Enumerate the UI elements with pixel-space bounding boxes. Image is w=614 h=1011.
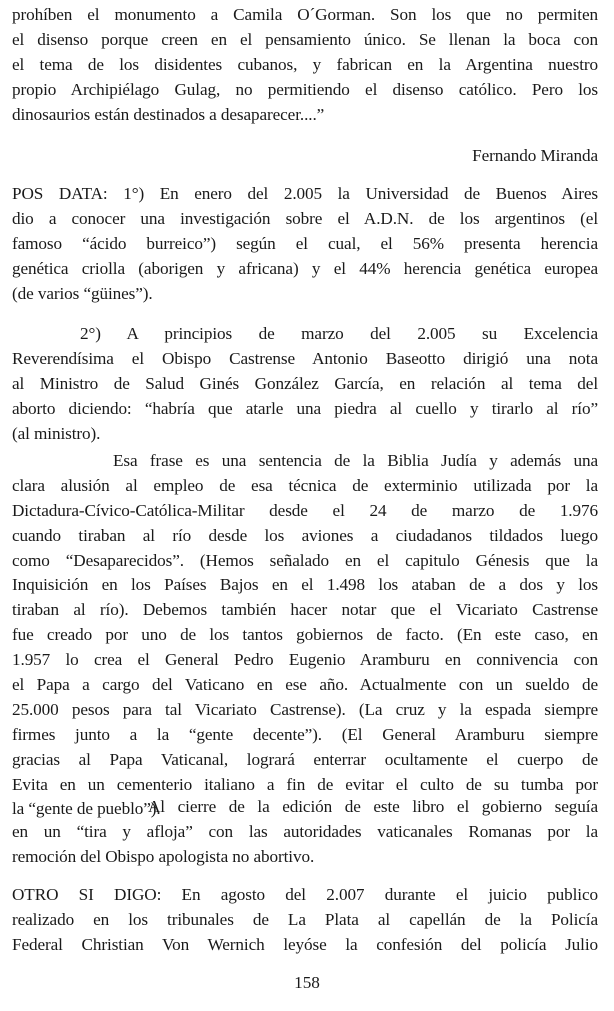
text-line: realizado en los tribunales de La Plata al capellán de la Policía (12, 909, 598, 929)
text-line: en un “tira y afloja” con las autoridades vaticanales Romanas por la (12, 821, 598, 841)
text-line: el disenso porque creen en el pensamiento único. Se llenan la boca con (12, 29, 598, 49)
page-number: 158 (294, 973, 320, 992)
text-line: al Ministro de Salud Ginés González García, en relación al tema del (12, 373, 598, 393)
text-line: OTRO SI DIGO: En agosto del 2.007 durante el juicio publico (12, 885, 598, 904)
text-line: Inquisición en los Países Bajos en el 1.498 los ataban de a dos y los (12, 575, 598, 595)
paragraph-point-2 (12, 322, 598, 446)
text-line: como “Desaparecidos”. (Hemos señalado en el capitulo Génesis que la (12, 550, 598, 570)
paragraph-quote-end (12, 3, 598, 127)
text-line: prohíben el monumento a Camila O´Gorman. Son los que no permiten (12, 5, 598, 24)
text-line: gracias al Papa Vaticanal, logrará enterrar ocultamente el cuerpo de (12, 749, 598, 769)
text-line: (al ministro). (12, 423, 101, 443)
text-line: firmes junto a la “gente decente”). (El General Aramburu siempre (12, 724, 598, 744)
text-line: la “gente de pueblo”). (12, 799, 161, 819)
text-line: el tema de los disidentes cubanos, y fabrican en la Argentina nuestro (12, 54, 598, 74)
text-line: (de varios “güines”). (12, 283, 153, 303)
text-line: fue creado por uno de los tantos gobiernos de facto. (En este caso, en (12, 625, 598, 645)
paragraph-esa-frase (12, 449, 598, 822)
text-line: propio Archipiélago Gulag, no permitiendo el disenso católico. Pero los (12, 79, 598, 99)
paragraph-al-cierre (12, 795, 598, 870)
text-line: remoción del Obispo apologista no abortivo. (12, 846, 315, 866)
text-line: Reverendísima el Obispo Castrense Antonio Baseotto dirigió una nota (12, 348, 598, 368)
text-line: Evita en un cementerio italiano a fin de evitar el culto de su tumba por (12, 774, 598, 794)
paragraph-otro-si-digo (12, 883, 598, 958)
text-line: 1.957 lo crea el General Pedro Eugenio Aramburu en connivencia con (12, 650, 598, 670)
text-line: tiraban al río). Debemos también hacer notar que el Vicariato Castrense (12, 600, 598, 620)
text-line: Al cierre de la edición de este libro el gobierno seguía (148, 797, 598, 816)
text-line: cuando tiraban al río desde los aviones a ciudadanos tildados luego (12, 525, 598, 545)
text-line: famoso “ácido burreico”) según el cual, el 56% presenta herencia (12, 233, 598, 253)
text-line: clara alusión al empleo de esa técnica de exterminio utilizada por la (12, 475, 598, 495)
text-line: dinosaurios están destinados a desaparecer....” (12, 104, 325, 124)
text-line: Esa frase es una sentencia de la Biblia Judía y además una (113, 451, 598, 470)
text-line: genética criolla (aborigen y africana) y el 44% herencia genética europea (12, 258, 598, 278)
text-line: 25.000 pesos para tal Vicariato Castrense). (La cruz y la espada siempre (12, 699, 598, 719)
paragraph-pos-data (12, 182, 598, 306)
text-line: aborto diciendo: “habría que atarle una piedra al cuello y tirarlo al río” (12, 398, 598, 418)
signature (12, 144, 598, 169)
text-line: dio a conocer una investigación sobre el A.D.N. de los argentinos (el (12, 208, 598, 228)
text-line: Federal Christian Von Wernich leyóse la confesión del policía Julio (12, 934, 598, 954)
text-line: 2°) A principios de marzo del 2.005 su Excelencia (80, 324, 598, 343)
signature-name: Fernando Miranda (472, 146, 598, 165)
text-line: POS DATA: 1°) En enero del 2.005 la Universidad de Buenos Aires (12, 184, 598, 203)
text-line: Dictadura-Cívico-Católica-Militar desde el 24 de marzo de 1.976 (12, 500, 598, 520)
text-line: el Papa a cargo del Vaticano en ese año. Actualmente con un sueldo de (12, 675, 598, 695)
